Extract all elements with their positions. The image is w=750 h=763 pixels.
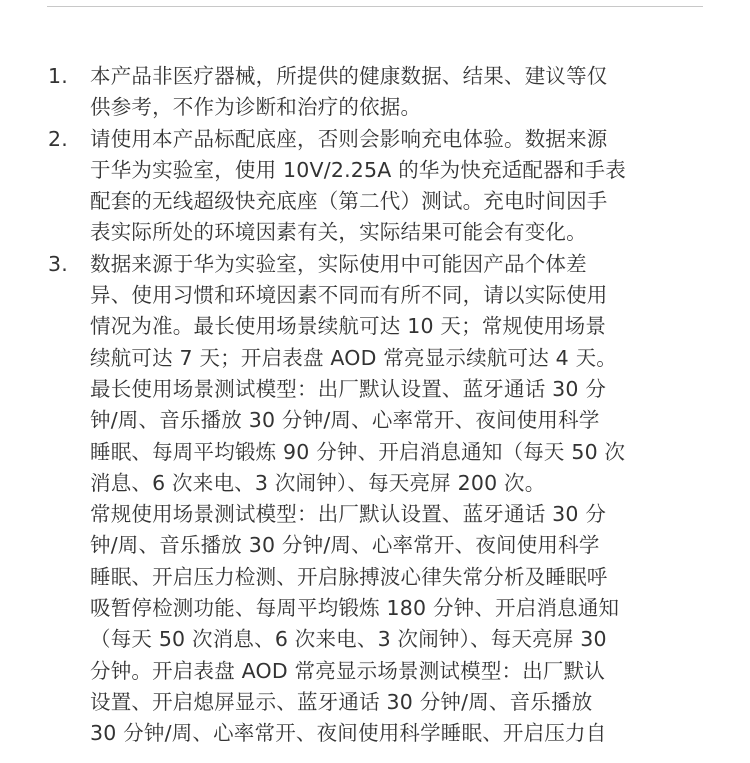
footnote-text <box>90 61 708 124</box>
footnote-text <box>90 124 708 249</box>
text-line: 表实际所处的环境因素有关，实际结果可能会有变化。 <box>90 220 587 245</box>
text-line: 30 分钟/周、心率常开、夜间使用科学睡眠、开启压力自 <box>90 721 607 746</box>
text-line: 睡眠、开启压力检测、开启脉搏波心律失常分析及睡眠呼 <box>90 564 608 589</box>
text-line: 本产品非医疗器械，所提供的健康数据、结果、建议等仅 <box>90 64 608 88</box>
text-line: 数据来源于华为实验室，实际使用中可能因产品个体差 <box>90 251 587 276</box>
text-line: 睡眠、每周平均锻炼 90 分钟、开启消息通知（每天 50 次 <box>90 439 626 464</box>
footnote-number: 3. <box>48 251 68 276</box>
text-line: 设置、开启熄屏显示、蓝牙通话 30 分钟/周、音乐播放 <box>90 689 593 714</box>
text-line: 情况为准。最长使用场景续航可达 10 天；常规使用场景 <box>90 314 607 339</box>
text-line: 最长使用场景测试模型：出厂默认设置、蓝牙通话 30 分 <box>90 376 607 401</box>
text-line: 分钟。开启表盘 AOD 常亮显示场景测试模型：出厂默认 <box>90 658 606 683</box>
text-line: 消息、6 次来电、3 次闹钟）、每天亮屏 200 次。 <box>90 470 546 495</box>
text-line: 钟/周、音乐播放 30 分钟/周、心率常开、夜间使用科学 <box>90 533 600 558</box>
footnote-number: 2. <box>48 126 68 151</box>
text-line: 异、使用习惯和环境因素不同而有所不同，请以实际使用 <box>90 283 608 308</box>
footnote-list <box>48 61 708 750</box>
footnote-item-3 <box>48 249 708 750</box>
text-line: （每天 50 次消息、6 次来电、3 次闹钟）、每天亮屏 30 <box>90 627 607 652</box>
text-line: 请使用本产品标配底座，否则会影响充电体验。数据来源 <box>90 126 608 151</box>
text-line: 常规使用场景测试模型：出厂默认设置、蓝牙通话 30 分 <box>90 502 607 527</box>
footnote-text <box>90 249 708 750</box>
text-line: 吸暂停检测功能、每周平均锻炼 180 分钟、开启消息通知 <box>90 596 620 621</box>
text-line: 配套的无线超级快充底座（第二代）测试。充电时间因手 <box>90 189 608 214</box>
text-line: 续航可达 7 天；开启表盘 AOD 常亮显示续航可达 4 天。 <box>90 345 617 370</box>
text-line: 钟/周、音乐播放 30 分钟/周、心率常开、夜间使用科学 <box>90 408 600 433</box>
footnote-item-1 <box>48 61 708 124</box>
footnote-number: 1. <box>48 64 68 88</box>
top-divider <box>47 6 703 7</box>
text-line: 供参考，不作为诊断和治疗的依据。 <box>90 95 422 120</box>
text-line: 于华为实验室，使用 10V/2.25A 的华为快充适配器和手表 <box>90 157 626 182</box>
footnote-item-2 <box>48 124 708 249</box>
